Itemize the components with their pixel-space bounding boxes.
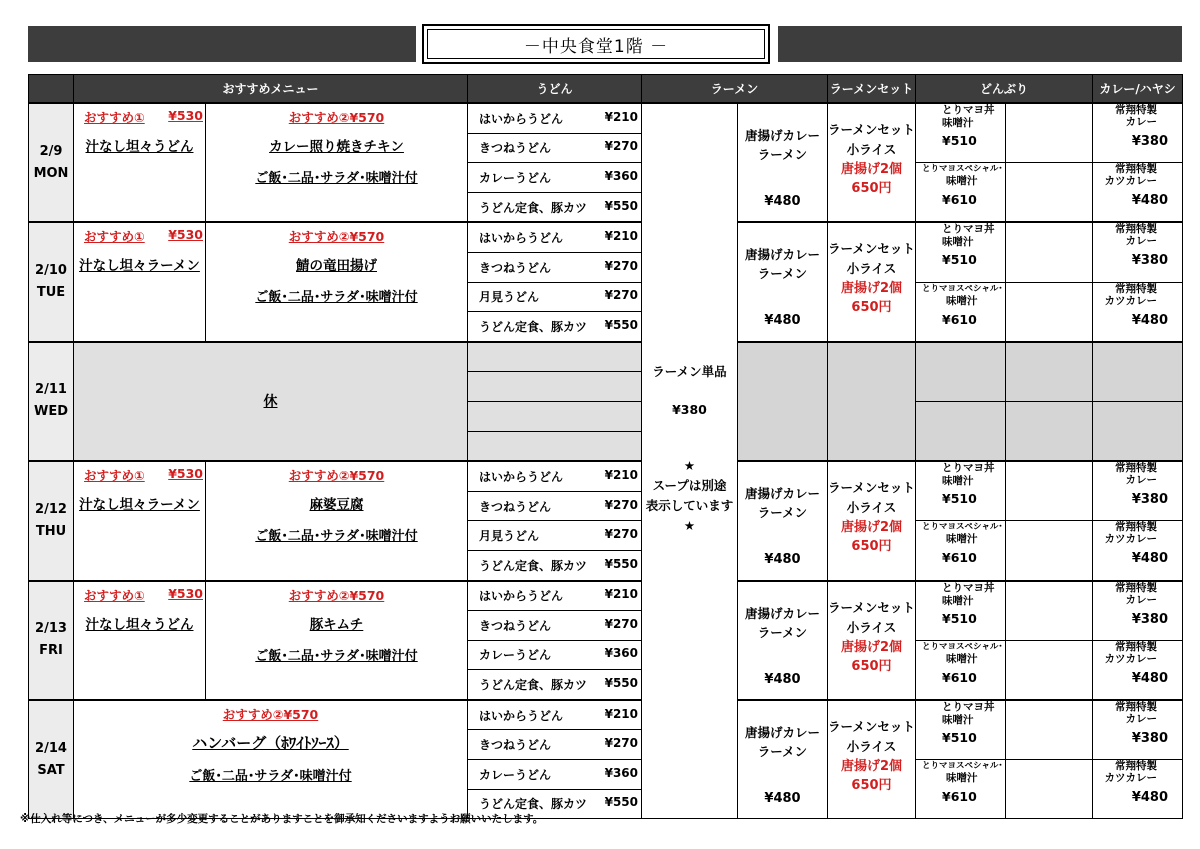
udon-item — [468, 252, 642, 282]
recommend-2-name: 豚キムチ — [309, 616, 364, 633]
donburi-2-cell — [916, 760, 1006, 819]
recommend-1-name: 汁なし坦々うどん — [85, 616, 194, 633]
recommend-2-name: 鯖の竜田揚げ — [296, 258, 377, 275]
ramen-name-line2: ラーメン — [757, 743, 808, 759]
ramen-name-line1: 唐揚げカレー — [744, 724, 820, 740]
udon-name: きつねうどん — [479, 141, 552, 156]
curry-2-price: ¥480 — [1131, 551, 1169, 567]
donburi-blank-2 — [1006, 282, 1093, 342]
ramen-name-line2: ラーメン — [757, 624, 808, 640]
recommend-1-label: おすすめ① — [84, 587, 145, 603]
set-line2: 小ライス — [846, 142, 897, 157]
curry-2-line1: 常翔特製 — [1115, 640, 1158, 653]
curry-1-cell — [1093, 581, 1183, 641]
recommend-1-price: ¥530 — [168, 108, 203, 123]
donburi-empty-2 — [1006, 401, 1093, 461]
ramen-name-line1: 唐揚げカレー — [744, 605, 820, 621]
udon-item — [468, 282, 642, 312]
ramen-price: ¥480 — [764, 790, 801, 806]
ramen-set-cell — [828, 581, 916, 700]
udon-item — [468, 133, 642, 163]
curry-1-price: ¥380 — [1131, 730, 1169, 746]
udon-item — [468, 222, 642, 252]
udon-price: ¥270 — [604, 616, 638, 631]
header-ramen-set: ラーメンセット — [828, 75, 916, 104]
set-line4: 650円 — [851, 181, 892, 196]
donburi-2-sub: 味噌汁 — [946, 533, 978, 546]
table-row — [29, 700, 1183, 730]
curry-2-price: ¥480 — [1131, 790, 1169, 806]
udon-item — [468, 550, 642, 580]
donburi-2-name: とりマヨスペシャル･ — [922, 283, 1003, 294]
curry-empty — [1093, 342, 1183, 402]
curry-2-price: ¥480 — [1131, 193, 1169, 209]
ramen-set-cell — [828, 700, 916, 819]
udon-name: 月見うどん — [479, 290, 540, 305]
ramen-name-line1: 唐揚げカレー — [744, 128, 820, 143]
ramen-single-cell — [642, 103, 738, 819]
donburi-2-sub: 味噌汁 — [946, 175, 978, 188]
set-line3: 唐揚げ2個 — [840, 520, 903, 536]
donburi-1-name: とりマヨ丼 — [942, 700, 995, 713]
recommend-1-price: ¥530 — [168, 585, 203, 601]
donburi-2-cell — [916, 521, 1006, 581]
curry-2-price: ¥480 — [1131, 670, 1169, 686]
udon-name: うどん定食、豚カツ — [479, 558, 588, 573]
ramen-price: ¥480 — [764, 552, 801, 568]
donburi-1-cell — [916, 461, 1006, 521]
recommend-1-name: 汁なし坦々うどん — [85, 139, 194, 155]
udon-price: ¥270 — [604, 139, 638, 154]
udon-name: うどん定食、豚カツ — [479, 319, 588, 334]
udon-name: きつねうどん — [479, 738, 552, 753]
udon-item — [468, 521, 642, 551]
set-line2: 小ライス — [846, 738, 897, 754]
donburi-2-sub: 味噌汁 — [946, 294, 978, 307]
set-line2: 小ライス — [846, 500, 897, 516]
udon-name: きつねうどん — [479, 618, 552, 633]
donburi-2-name: とりマヨスペシャル･ — [922, 641, 1003, 652]
recommend-2-name: ハンバーグ（ﾎﾜｲﾄｿｰｽ） — [192, 733, 349, 752]
recommend-1-cell — [74, 103, 206, 222]
curry-1-line1: 常翔特製 — [1115, 581, 1158, 594]
curry-1-price: ¥380 — [1131, 134, 1169, 149]
recommend-1-cell — [74, 581, 206, 700]
recommend-1-cell — [74, 461, 206, 580]
set-line3: 唐揚げ2個 — [840, 162, 903, 177]
ramen-set-cell — [828, 461, 916, 580]
donburi-2-cell — [916, 640, 1006, 700]
set-line2: 小ライス — [846, 261, 897, 277]
udon-name: うどん定食、豚カツ — [479, 200, 588, 215]
ramen-name-line2: ラーメン — [757, 147, 808, 162]
udon-item — [468, 163, 642, 193]
ramen-cell — [738, 103, 828, 222]
curry-2-cell — [1093, 640, 1183, 700]
set-line4: 650円 — [851, 539, 892, 555]
recommend-2-cell — [206, 103, 468, 222]
curry-1-line2: カレー — [1125, 235, 1158, 248]
set-line1: ラーメンセット — [828, 480, 915, 496]
donburi-2-cell — [916, 282, 1006, 342]
set-line3: 唐揚げ2個 — [840, 281, 903, 297]
recommend-2-side: ご飯･二品･サラダ･味噌汁付 — [255, 171, 418, 186]
recommend-2-label: おすすめ②¥570 — [288, 110, 385, 125]
day-cell — [29, 222, 74, 341]
udon-price: ¥550 — [604, 795, 638, 810]
udon-item — [468, 312, 642, 342]
donburi-1-sub: 味噌汁 — [942, 117, 974, 129]
recommend-2-cell — [206, 222, 468, 341]
donburi-blank-2 — [1006, 760, 1093, 819]
recommend-2-side: ご飯･二品･サラダ･味噌汁付 — [189, 768, 352, 784]
recommend-2-side: ご飯･二品･サラダ･味噌汁付 — [255, 529, 418, 545]
donburi-empty — [916, 401, 1006, 461]
udon-price: ¥550 — [604, 317, 638, 332]
udon-price: ¥210 — [604, 229, 638, 244]
set-line4: 650円 — [851, 658, 892, 674]
recommend-2-label: おすすめ②¥570 — [222, 706, 319, 722]
curry-1-line1: 常翔特製 — [1115, 104, 1158, 116]
set-line3: 唐揚げ2個 — [840, 639, 903, 655]
recommend-2-cell — [206, 581, 468, 700]
curry-2-price: ¥480 — [1131, 312, 1169, 328]
recommend-1-label: おすすめ① — [84, 468, 145, 484]
udon-item — [468, 581, 642, 611]
udon-name: カレーうどん — [479, 170, 552, 185]
udon-price: ¥360 — [604, 168, 638, 183]
donburi-1-price: ¥510 — [942, 610, 977, 626]
ramen-note-2: 表示しています — [645, 498, 734, 513]
donburi-1-sub: 味噌汁 — [942, 594, 974, 607]
donburi-blank-2 — [1006, 521, 1093, 581]
day-date: 2/13 — [35, 621, 67, 637]
donburi-1-name: とりマヨ丼 — [942, 462, 995, 475]
ramen-cell — [738, 461, 828, 580]
curry-1-line2: カレー — [1125, 593, 1158, 606]
ramen-set-cell — [828, 103, 916, 222]
udon-item — [468, 730, 642, 760]
udon-price: ¥270 — [604, 736, 638, 751]
header-ramen: ラーメン — [642, 75, 828, 104]
day-of-week: FRI — [39, 643, 63, 659]
ramen-cell — [738, 581, 828, 700]
donburi-2-cell — [916, 163, 1006, 223]
donburi-1-price: ¥510 — [942, 133, 977, 148]
set-line1: ラーメンセット — [828, 122, 915, 137]
udon-name: はいからうどん — [479, 469, 564, 484]
curry-2-cell — [1093, 521, 1183, 581]
donburi-1-cell — [916, 103, 1006, 163]
curry-1-line2: カレー — [1125, 474, 1158, 487]
udon-empty — [468, 431, 642, 461]
menu-table — [28, 74, 1183, 819]
udon-price: ¥360 — [604, 765, 638, 780]
donburi-1-price: ¥510 — [942, 491, 977, 507]
udon-name: カレーうどん — [479, 648, 552, 663]
day-date: 2/12 — [35, 501, 67, 517]
curry-1-cell — [1093, 700, 1183, 760]
ramen-name-line1: 唐揚げカレー — [744, 486, 820, 502]
set-empty — [828, 342, 916, 461]
set-line4: 650円 — [851, 777, 892, 793]
udon-name: きつねうどん — [479, 499, 552, 514]
page-title: －中央食堂1階 － — [427, 29, 765, 59]
day-of-week: WED — [33, 404, 68, 420]
day-cell — [29, 461, 74, 580]
udon-item — [468, 760, 642, 790]
donburi-2-name: とりマヨスペシャル･ — [922, 164, 1003, 175]
udon-price: ¥550 — [604, 556, 638, 571]
curry-1-cell — [1093, 222, 1183, 282]
curry-1-line1: 常翔特製 — [1115, 223, 1158, 236]
ramen-name-line2: ラーメン — [757, 266, 808, 282]
udon-price: ¥270 — [604, 527, 638, 542]
donburi-blank — [1006, 700, 1093, 760]
recommend-2-label: おすすめ②¥570 — [288, 587, 385, 603]
recommend-1-name: 汁なし坦々ラーメン — [79, 497, 200, 514]
udon-name: はいからうどん — [479, 231, 564, 246]
curry-1-price: ¥380 — [1131, 611, 1169, 627]
header-blank — [29, 75, 74, 104]
ramen-name-line1: 唐揚げカレー — [744, 247, 820, 263]
curry-2-line2: カツカレー — [1104, 772, 1158, 785]
curry-1-line2: カレー — [1125, 712, 1158, 725]
donburi-empty — [916, 342, 1006, 402]
recommend-2-cell — [206, 461, 468, 580]
udon-price: ¥270 — [604, 288, 638, 303]
day-of-week: SAT — [37, 762, 65, 778]
holiday-label: 休 — [263, 394, 278, 411]
udon-name: はいからうどん — [479, 111, 564, 126]
curry-1-line1: 常翔特製 — [1115, 462, 1158, 475]
donburi-2-sub: 味噌汁 — [946, 772, 978, 785]
donburi-1-sub: 味噌汁 — [942, 475, 974, 488]
udon-empty — [468, 401, 642, 431]
curry-2-cell — [1093, 163, 1183, 223]
day-cell — [29, 103, 74, 222]
udon-name: カレーうどん — [479, 767, 552, 782]
udon-item — [468, 670, 642, 700]
ramen-cell — [738, 222, 828, 341]
donburi-2-price: ¥610 — [942, 789, 977, 805]
udon-item — [468, 491, 642, 521]
udon-name: うどん定食、豚カツ — [479, 678, 588, 693]
table-row — [29, 461, 1183, 491]
donburi-1-cell — [916, 222, 1006, 282]
curry-2-line1: 常翔特製 — [1115, 760, 1158, 773]
curry-2-line2: カツカレー — [1104, 533, 1158, 546]
ramen-price: ¥480 — [764, 671, 801, 687]
curry-2-cell — [1093, 282, 1183, 342]
header-udon: うどん — [468, 75, 642, 104]
udon-empty — [468, 342, 642, 372]
udon-price: ¥270 — [604, 497, 638, 512]
udon-name: はいからうどん — [479, 589, 564, 604]
recommend-1-price: ¥530 — [168, 227, 203, 243]
udon-name: 月見うどん — [479, 529, 540, 544]
udon-name: はいからうどん — [479, 708, 564, 723]
recommend-1-price: ¥530 — [168, 466, 203, 482]
udon-item — [468, 640, 642, 670]
donburi-1-name: とりマヨ丼 — [942, 104, 995, 116]
donburi-2-price: ¥610 — [942, 311, 977, 327]
day-date: 2/10 — [35, 263, 67, 279]
recommend-1-label: おすすめ① — [84, 110, 145, 125]
donburi-1-price: ¥510 — [942, 729, 977, 745]
udon-name: きつねうどん — [479, 260, 552, 275]
donburi-blank — [1006, 103, 1093, 163]
holiday-cell — [74, 342, 468, 461]
curry-1-cell — [1093, 461, 1183, 521]
donburi-1-name: とりマヨ丼 — [942, 223, 995, 236]
ramen-note-1: スープは別途 — [652, 478, 727, 493]
curry-2-line1: 常翔特製 — [1115, 521, 1158, 534]
set-line1: ラーメンセット — [828, 241, 915, 257]
donburi-1-cell — [916, 581, 1006, 641]
day-date: 2/14 — [35, 740, 67, 756]
ramen-set-cell — [828, 222, 916, 341]
day-cell — [29, 700, 74, 819]
header-curry: カレー/ハヤシ — [1093, 75, 1183, 104]
donburi-2-price: ¥610 — [942, 669, 977, 685]
title-box — [422, 24, 770, 64]
donburi-2-sub: 味噌汁 — [946, 652, 978, 665]
header-recommend: おすすめメニュー — [74, 75, 468, 104]
donburi-2-price: ¥610 — [942, 192, 977, 208]
recommend-1-cell — [74, 222, 206, 341]
curry-1-price: ¥380 — [1131, 492, 1169, 508]
header-bar-left — [28, 26, 416, 62]
footnote: ※仕入れ等につき、メニューが多少変更することがありますことを御承知くださいますようお願いいたします。 — [20, 813, 544, 825]
star-icon: ★ — [683, 458, 696, 473]
day-of-week: MON — [33, 165, 69, 181]
day-date: 2/9 — [39, 143, 63, 159]
curry-2-line2: カツカレー — [1104, 294, 1158, 307]
ramen-price: ¥480 — [764, 313, 801, 329]
recommend-1-name: 汁なし坦々ラーメン — [79, 258, 200, 275]
recommend-1-label: おすすめ① — [84, 229, 145, 245]
udon-price: ¥550 — [604, 676, 638, 691]
set-line3: 唐揚げ2個 — [840, 758, 903, 774]
ramen-single-price: ¥380 — [672, 402, 707, 417]
curry-1-line2: カレー — [1125, 116, 1158, 128]
donburi-1-name: とりマヨ丼 — [942, 581, 995, 594]
ramen-cell — [738, 700, 828, 819]
recommend-2-side: ご飯･二品･サラダ･味噌汁付 — [255, 648, 418, 664]
table-row — [29, 342, 1183, 372]
udon-price: ¥210 — [604, 706, 638, 721]
set-line2: 小ライス — [846, 619, 897, 635]
recommend-2-label: おすすめ②¥570 — [288, 229, 385, 245]
curry-2-line2: カツカレー — [1104, 175, 1158, 188]
recommend-2-name: カレー照り焼きチキン — [269, 139, 404, 155]
donburi-blank — [1006, 222, 1093, 282]
curry-2-line1: 常翔特製 — [1115, 282, 1158, 295]
table-row — [29, 222, 1183, 252]
curry-1-price: ¥380 — [1131, 253, 1169, 269]
set-line4: 650円 — [851, 300, 892, 316]
donburi-blank — [1006, 581, 1093, 641]
donburi-1-sub: 味噌汁 — [942, 713, 974, 726]
set-line1: ラーメンセット — [828, 718, 915, 734]
udon-price: ¥210 — [604, 467, 638, 482]
ramen-price: ¥480 — [764, 194, 801, 209]
donburi-blank — [1006, 461, 1093, 521]
donburi-blank-2 — [1006, 640, 1093, 700]
curry-1-cell — [1093, 103, 1183, 163]
udon-item — [468, 611, 642, 641]
day-of-week: THU — [35, 523, 67, 539]
udon-price: ¥550 — [604, 198, 638, 213]
header-row — [29, 75, 1183, 104]
donburi-1-cell — [916, 700, 1006, 760]
donburi-2-name: とりマヨスペシャル･ — [922, 761, 1003, 772]
udon-price: ¥210 — [604, 109, 638, 124]
ramen-single-label: ラーメン単品 — [652, 364, 727, 379]
udon-price: ¥270 — [604, 258, 638, 273]
curry-2-cell — [1093, 760, 1183, 819]
set-line1: ラーメンセット — [828, 599, 915, 615]
recommend-2-cell — [74, 700, 468, 819]
recommend-2-side: ご飯･二品･サラダ･味噌汁付 — [255, 290, 418, 306]
curry-2-line2: カツカレー — [1104, 652, 1158, 665]
recommend-2-name: 麻婆豆腐 — [309, 497, 364, 514]
udon-item — [468, 700, 642, 730]
day-cell — [29, 581, 74, 700]
udon-item — [468, 103, 642, 133]
udon-price: ¥210 — [604, 587, 638, 602]
recommend-2-label: おすすめ②¥570 — [288, 468, 385, 484]
header-bar-right — [778, 26, 1182, 62]
donburi-1-price: ¥510 — [942, 252, 977, 268]
ramen-name-line2: ラーメン — [757, 505, 808, 521]
curry-2-line1: 常翔特製 — [1115, 163, 1158, 176]
table-row — [29, 581, 1183, 611]
curry-empty — [1093, 401, 1183, 461]
day-of-week: TUE — [36, 285, 66, 301]
udon-price: ¥360 — [604, 646, 638, 661]
day-date: 2/11 — [35, 382, 67, 398]
ramen-empty — [738, 342, 828, 461]
udon-name: うどん定食、豚カツ — [479, 797, 588, 812]
day-cell — [29, 342, 74, 461]
curry-1-line1: 常翔特製 — [1115, 700, 1158, 713]
donburi-2-price: ¥610 — [942, 550, 977, 566]
udon-item — [468, 461, 642, 491]
donburi-empty-2 — [1006, 342, 1093, 402]
donburi-blank-2 — [1006, 163, 1093, 223]
udon-empty — [468, 372, 642, 402]
udon-item — [468, 192, 642, 222]
header-donburi: どんぶり — [916, 75, 1093, 104]
star-icon-2: ★ — [683, 518, 696, 533]
donburi-1-sub: 味噌汁 — [942, 236, 974, 249]
donburi-2-name: とりマヨスペシャル･ — [922, 522, 1003, 533]
table-row — [29, 103, 1183, 133]
